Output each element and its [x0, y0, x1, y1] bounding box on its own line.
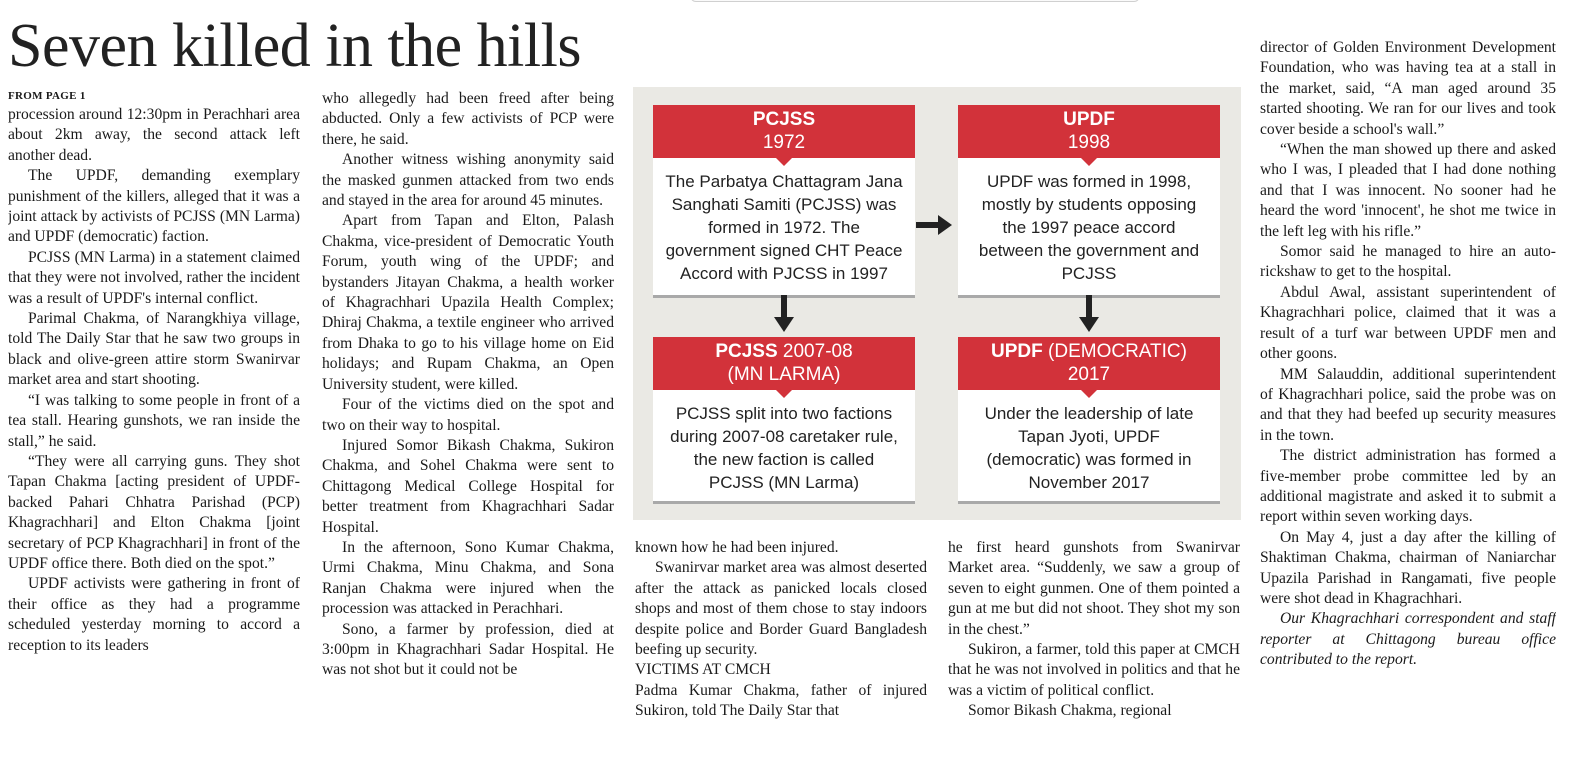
headline: Seven killed in the hills [8, 12, 581, 80]
article-column-3 [635, 538, 927, 753]
arrow-right-icon [916, 215, 954, 235]
card-title: UPDF [1063, 109, 1115, 130]
paragraph: he first heard gunshots from Swanirvar Market area. “Suddenly, we saw a group of seven to eight gunmen. One of them pointed a gun at me but did not shoot. They shot my son in the chest.” [948, 539, 1240, 638]
paragraph: Somor Bikash Chakma, regional [968, 702, 1172, 720]
paragraph: procession around 12:30pm in Perachhari area about 2km away, the second attack left another dead. [8, 106, 300, 164]
paragraph: Sono, a farmer by profession, died at 3:00pm in Khagrachhari Sadar Hospital. He was not shot but it could not be [322, 620, 614, 679]
paragraph: Parimal Chakma, of Narangkhiya village, told The Daily Star that he saw two groups in black and olive-green attire storm Swanirvar market area and start shooting. [8, 310, 300, 389]
section-subhead: VICTIMS AT CMCH [635, 661, 771, 679]
card-year: 2007-08 [782, 341, 853, 362]
paragraph: UPDF activists were gathering in front of their office as they had a programme scheduled yesterday morning to accord a reception to its leaders [8, 575, 300, 654]
card-title: UPDF [991, 341, 1043, 362]
paragraph: On May 4, just a day after the killing of Shaktiman Chakma, chairman of Naniarchar Upazila Parishad in Rangamati, five people were shot dead in Khagrachhari. [1260, 528, 1556, 607]
card-description: UPDF was formed in 1998, mostly by students opposing the 1997 peace accord between the government and PCJSS [958, 158, 1220, 298]
card-header [958, 105, 1220, 158]
card-description: Under the leadership of late Tapan Jyoti, UPDF (democratic) was formed in November 2017 [958, 390, 1220, 504]
paragraph: Abdul Awal, assistant superintendent of Khagrachhari police, claimed that it was a result of a turf war between UPDF men and other goons. [1260, 283, 1556, 363]
paragraph: Sukiron, a farmer, told this paper at CMCH that he was not involved in politics and that he was a victim of political conflict. [948, 641, 1240, 699]
card-updf-democratic [958, 337, 1220, 504]
browser-top-edge [690, 0, 1140, 2]
card-description: PCJSS split into two factions during 2007-08 caretaker rule, the new faction is called PCJSS (MN Larma) [653, 390, 915, 504]
article-column-5 [1260, 38, 1556, 750]
card-subtitle: (MN LARMA) [727, 364, 841, 385]
paragraph: The UPDF, demanding exemplary punishment of the killers, alleged that it was a joint attack by activists of PCJSS (MN Larma) and UPDF (democratic) faction. [8, 167, 300, 246]
paragraph: In the afternoon, Sono Kumar Chakma, Urmi Chakma, Minu Chakma, and Sona Ranjan Chakma were injured when the procession was attacked in Perachhari. [322, 538, 614, 618]
paragraph: Somor said he managed to hire an auto-rickshaw to get to the hospital. [1260, 243, 1556, 281]
paragraph: known how he had been injured. [635, 539, 839, 556]
paragraph: “I was talking to some people in front of a tea stall. Hearing gunshots, we ran inside the stall,” he said. [8, 391, 300, 450]
paragraph: director of Golden Environment Development Foundation, who was having tea at a stall in the market, said, “A man aged around 35 started shooting. We ran for our lives and took cover beside a school's wall.” [1260, 39, 1556, 138]
card-year: 2017 [1067, 364, 1111, 385]
card-year: 1972 [762, 132, 806, 153]
paragraph: Swanirvar market area was almost deserted after the attack as panicked locals closed shops and most of them chose to stay indoors despite police and Border Guard Bangladesh beefing up security. [635, 559, 927, 659]
paragraph: The district administration has formed a five-member probe committee led by an additional magistrate and asked it to submit a report within seven working days. [1260, 447, 1556, 526]
paragraph: Injured Somor Bikash Chakma, Sukiron Chakma, and Sohel Chakma were sent to Chittagong Medical College Hospital for better treatment from Khagrachhari Sadar Hospital. [322, 436, 614, 536]
paragraph: Padma Kumar Chakma, father of injured Sukiron, told The Daily Star that [635, 681, 927, 720]
card-subtitle: (DEMOCRATIC) [1048, 341, 1187, 362]
card-header [653, 337, 915, 390]
contributor-credit: Our Khagrachhari correspondent and staff reporter at Chittagong bureau office contributed to the report. [1260, 610, 1556, 669]
article-column-2 [322, 89, 614, 749]
paragraph: Apart from Tapan and Elton, Palash Chakma, vice-president of Democratic Youth Forum, youth wing of the UPDF; and bystanders Jitayan Chakma, a health worker of Khagrachhari Upazila Health Complex; Dhiraj Chakma, a textile engineer who arrived from Dhaka to go to his village home on Eid holidays; and Rupam Chakma, an Open University student, were killed. [322, 212, 614, 393]
card-year: 1998 [1067, 132, 1111, 153]
faction-timeline-infographic [633, 87, 1241, 520]
card-title: PCJSS [715, 341, 778, 362]
paragraph: “When the man showed up there and asked who I was, I pleaded that I had done nothing and that I was innocent. No sooner had he heard the word 'innocent', he shot me twice in the left leg with his rifle.” [1260, 141, 1556, 240]
paragraph: MM Salauddin, additional superintendent of Khagrachhari police, said the probe was on and that they had beefed up security measures in the town. [1260, 365, 1556, 444]
paragraph: PCJSS (MN Larma) in a statement claimed that they were not involved, rather the incident was a result of UPDF's internal conflict. [8, 248, 300, 307]
article-column-4 [948, 538, 1240, 753]
paragraph: Four of the victims died on the spot and two on their way to hospital. [322, 396, 614, 434]
arrow-down-icon [1079, 295, 1099, 333]
card-header [653, 105, 915, 158]
paragraph: Another witness wishing anonymity said the masked gunmen attacked from two ends and stayed in the area for around 45 minutes. [322, 151, 614, 210]
card-title: PCJSS [752, 109, 816, 130]
continued-from-label: FROM PAGE 1 [8, 90, 86, 102]
paragraph: “They were all carrying guns. They shot Tapan Chakma [acting president of UPDF-backed Pahari Chhatra Parishad (PCP) Khagrachhari] and Elton Chakma [joint secretary of PCP Khagrachhari] in front of the UPDF office there. Both died on the spot.” [8, 452, 300, 572]
arrow-down-icon [774, 295, 794, 333]
card-description: The Parbatya Chattagram Jana Sanghati Samiti (PCJSS) was formed in 1972. The government signed CHT Peace Accord with PJCSS in 1997 [653, 158, 915, 298]
card-updf-1998 [958, 105, 1220, 298]
card-pcjss-1972 [653, 105, 915, 298]
paragraph: who allegedly had been freed after being abducted. Only a few activists of PCP were there, he said. [322, 90, 614, 148]
card-header [958, 337, 1220, 390]
article-column-1 [8, 89, 300, 749]
card-pcjss-mn-larma [653, 337, 915, 504]
